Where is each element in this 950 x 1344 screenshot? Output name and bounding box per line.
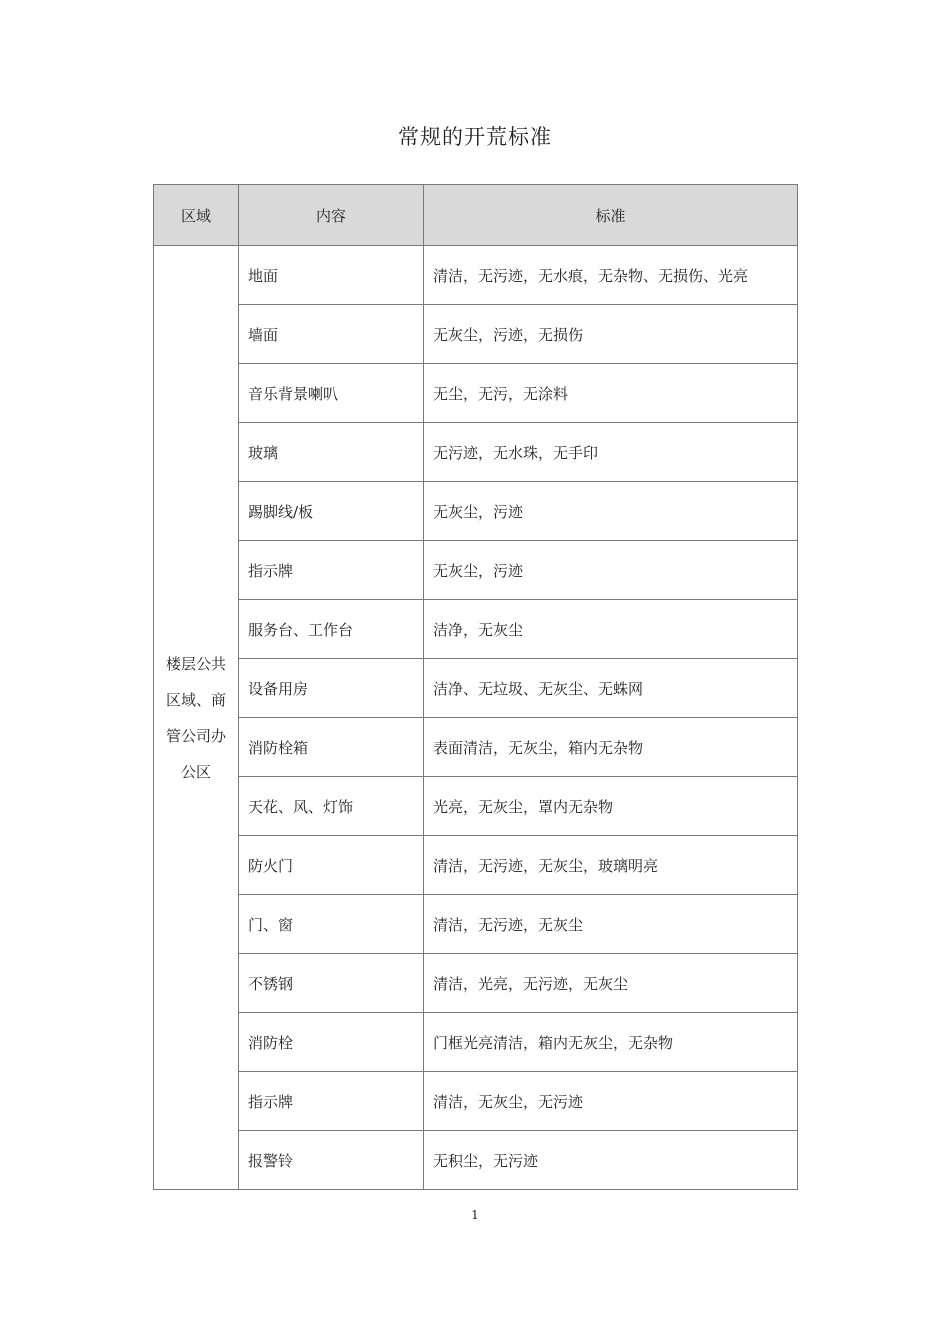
item-cell: 设备用房 — [239, 659, 424, 718]
table-row — [154, 777, 798, 836]
standard-cell: 无灰尘，污迹 — [424, 482, 798, 541]
table-row — [154, 659, 798, 718]
table-row — [154, 423, 798, 482]
item-cell: 墙面 — [239, 305, 424, 364]
table-row — [154, 895, 798, 954]
standards-table — [153, 184, 798, 1190]
table-header-row — [154, 185, 798, 246]
table-row — [154, 1072, 798, 1131]
table-row — [154, 1013, 798, 1072]
standard-cell: 表面清洁，无灰尘，箱内无杂物 — [424, 718, 798, 777]
standard-cell: 洁净，无灰尘 — [424, 600, 798, 659]
standard-cell: 光亮，无灰尘，罩内无杂物 — [424, 777, 798, 836]
item-cell: 报警铃 — [239, 1131, 424, 1190]
item-cell: 消防栓箱 — [239, 718, 424, 777]
standard-cell: 无污迹，无水珠，无手印 — [424, 423, 798, 482]
standard-cell: 门框光亮清洁，箱内无灰尘，无杂物 — [424, 1013, 798, 1072]
standard-cell: 无灰尘，污迹 — [424, 541, 798, 600]
table-row — [154, 541, 798, 600]
standard-cell: 清洁，无灰尘，无污迹 — [424, 1072, 798, 1131]
standard-cell: 无积尘，无污迹 — [424, 1131, 798, 1190]
header-standard: 标准 — [424, 185, 798, 246]
page-number: 1 — [471, 1208, 479, 1222]
item-cell: 防火门 — [239, 836, 424, 895]
table-row — [154, 305, 798, 364]
standard-cell: 清洁，无污迹，无灰尘，玻璃明亮 — [424, 836, 798, 895]
item-cell: 天花、风、灯饰 — [239, 777, 424, 836]
standard-cell: 清洁，无污迹，无水痕，无杂物、无损伤、光亮 — [424, 246, 798, 305]
item-cell: 地面 — [239, 246, 424, 305]
item-cell: 音乐背景喇叭 — [239, 364, 424, 423]
standard-cell: 清洁，光亮，无污迹，无灰尘 — [424, 954, 798, 1013]
page-title: 常规的开荒标准 — [398, 125, 552, 149]
item-cell: 指示牌 — [239, 541, 424, 600]
area-line: 区域、商 — [165, 690, 226, 709]
table-row — [154, 246, 798, 305]
standard-cell: 无尘，无污，无涂料 — [424, 364, 798, 423]
table-row — [154, 600, 798, 659]
table-row — [154, 364, 798, 423]
area-line: 楼层公共 — [165, 654, 226, 673]
table-row — [154, 954, 798, 1013]
table-row — [154, 836, 798, 895]
table-row — [154, 1131, 798, 1190]
header-content: 内容 — [239, 185, 424, 246]
item-cell: 指示牌 — [239, 1072, 424, 1131]
item-cell: 踢脚线/板 — [239, 482, 424, 541]
item-cell: 不锈钢 — [239, 954, 424, 1013]
table-row — [154, 718, 798, 777]
standard-cell: 无灰尘，污迹，无损伤 — [424, 305, 798, 364]
area-line: 管公司办 — [165, 726, 226, 745]
area-line: 公区 — [180, 762, 211, 781]
standard-cell: 清洁，无污迹，无灰尘 — [424, 895, 798, 954]
table-body — [154, 246, 798, 1190]
item-cell: 消防栓 — [239, 1013, 424, 1072]
standard-cell: 洁净、无垃圾、无灰尘、无蛛网 — [424, 659, 798, 718]
item-cell: 玻璃 — [239, 423, 424, 482]
header-area: 区域 — [154, 185, 239, 246]
item-cell: 门、窗 — [239, 895, 424, 954]
table-row — [154, 482, 798, 541]
item-cell: 服务台、工作台 — [239, 600, 424, 659]
area-cell — [154, 246, 239, 1190]
